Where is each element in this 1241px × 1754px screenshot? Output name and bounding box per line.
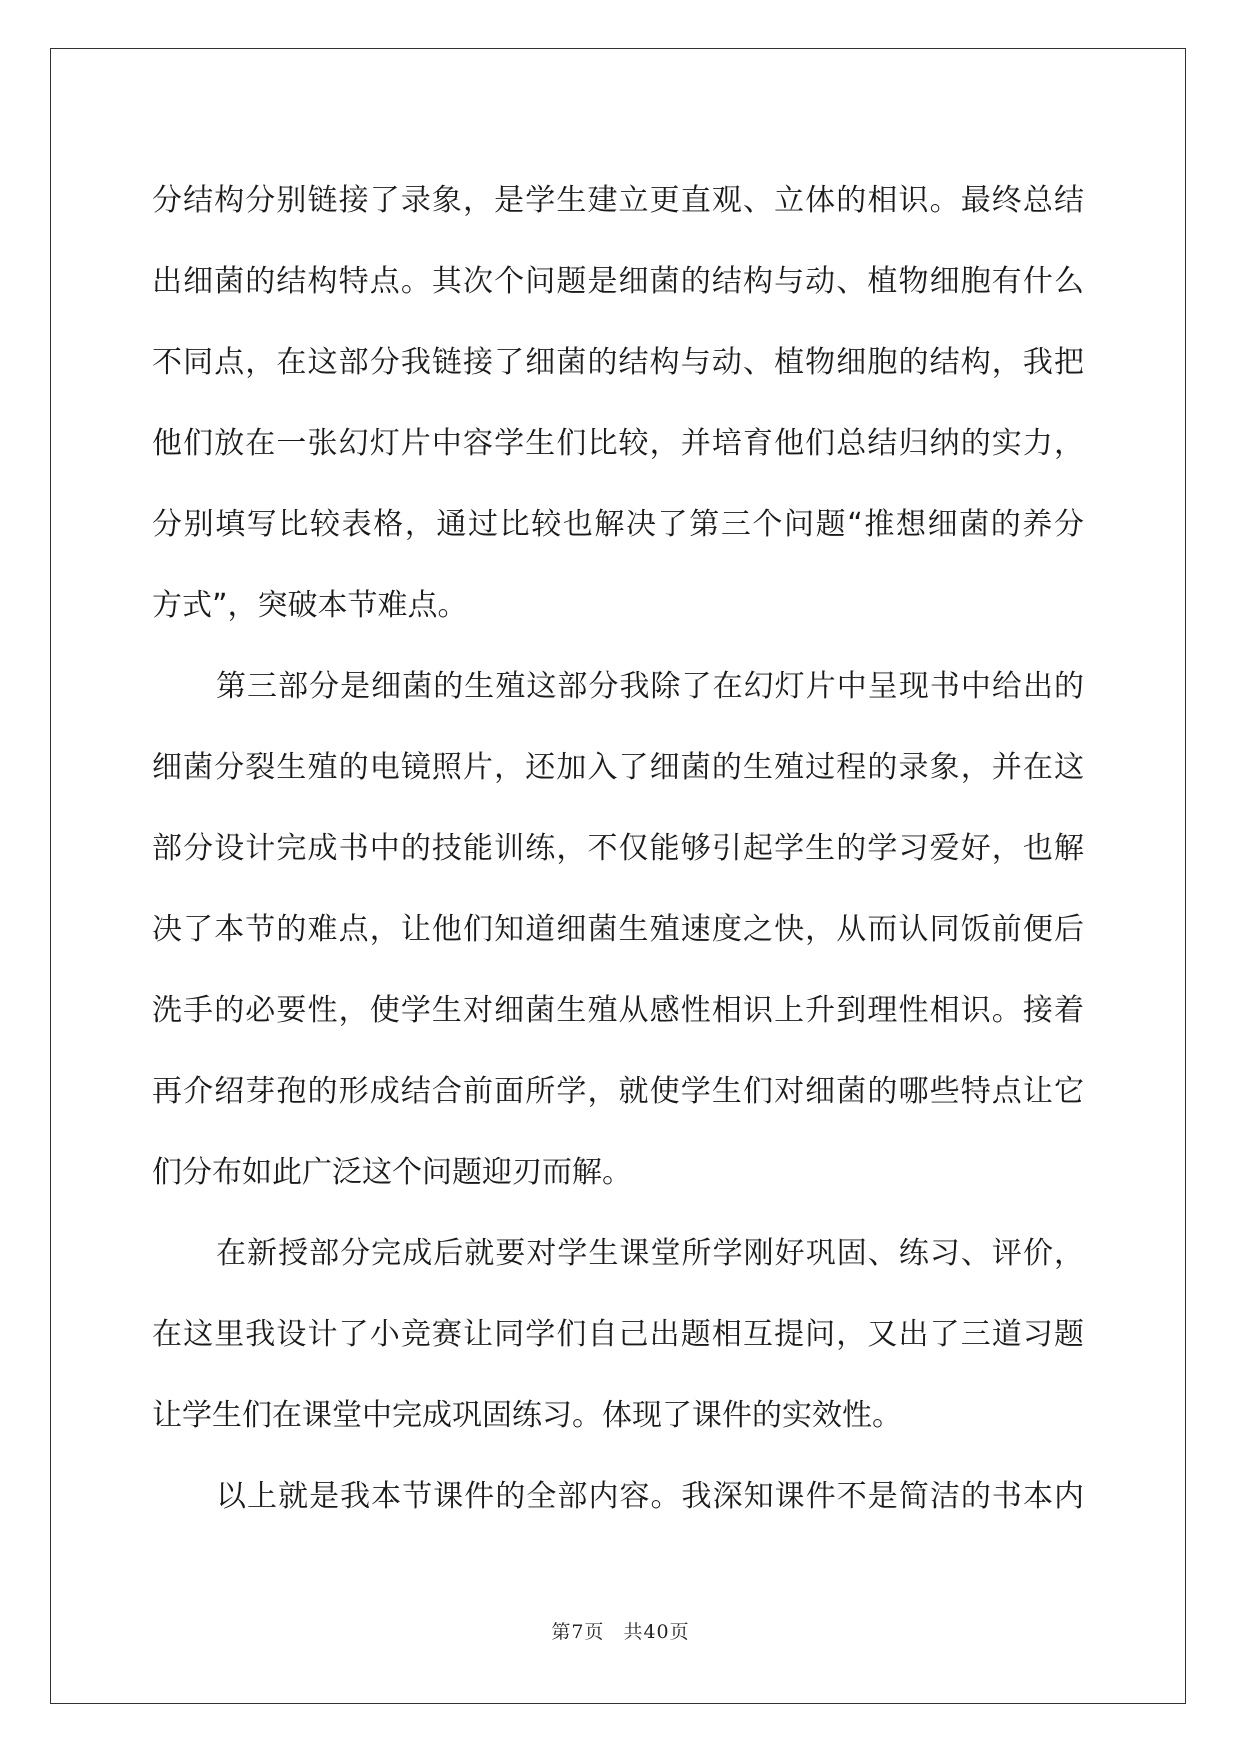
page-total: 共40页 [623, 1621, 690, 1643]
text-line: 在这里我设计了小竞赛让同学们自己出题相互提问，又出了三道习题 [152, 1317, 1084, 1352]
document-body [152, 160, 1084, 1537]
text-line: 分结构分别链接了录象，是学生建立更直观、立体的相识。最终总结 [152, 183, 1084, 218]
page-number: 第7页 [551, 1621, 605, 1643]
text-line: 在新授部分完成后就要对学生课堂所学刚好巩固、练习、评价， [216, 1236, 1084, 1271]
text-line: 洗手的必要性，使学生对细菌生殖从感性相识上升到理性相识。接着 [152, 993, 1084, 1028]
text-line: 再介绍芽孢的形成结合前面所学，就使学生们对细菌的哪些特点让它 [152, 1074, 1084, 1109]
text-line: 以上就是我本节课件的全部内容。我深知课件不是简洁的书本内 [216, 1479, 1084, 1514]
text-line: 方式”，突破本节难点。 [152, 588, 468, 623]
text-line: 出细菌的结构特点。其次个问题是细菌的结构与动、植物细胞有什么 [152, 264, 1084, 299]
page-footer [0, 1617, 1241, 1644]
text-line: 他们放在一张幻灯片中容学生们比较，并培育他们总结归纳的实力， [152, 426, 1084, 461]
text-line: 细菌分裂生殖的电镜照片，还加入了细菌的生殖过程的录象，并在这 [152, 750, 1084, 785]
text-line: 让学生们在课堂中完成巩固练习。体现了课件的实效性。 [152, 1398, 902, 1433]
text-line: 们分布如此广泛这个问题迎刃而解。 [152, 1155, 632, 1190]
text-line: 不同点，在这部分我链接了细菌的结构与动、植物细胞的结构，我把 [152, 345, 1084, 380]
text-line: 决了本节的难点，让他们知道细菌生殖速度之快，从而认同饭前便后 [152, 912, 1084, 947]
text-line: 分别填写比较表格，通过比较也解决了第三个问题“推想细菌的养分 [152, 507, 1084, 542]
text-line: 部分设计完成书中的技能训练，不仅能够引起学生的学习爱好，也解 [152, 831, 1084, 866]
text-line: 第三部分是细菌的生殖这部分我除了在幻灯片中呈现书中给出的 [216, 669, 1084, 704]
